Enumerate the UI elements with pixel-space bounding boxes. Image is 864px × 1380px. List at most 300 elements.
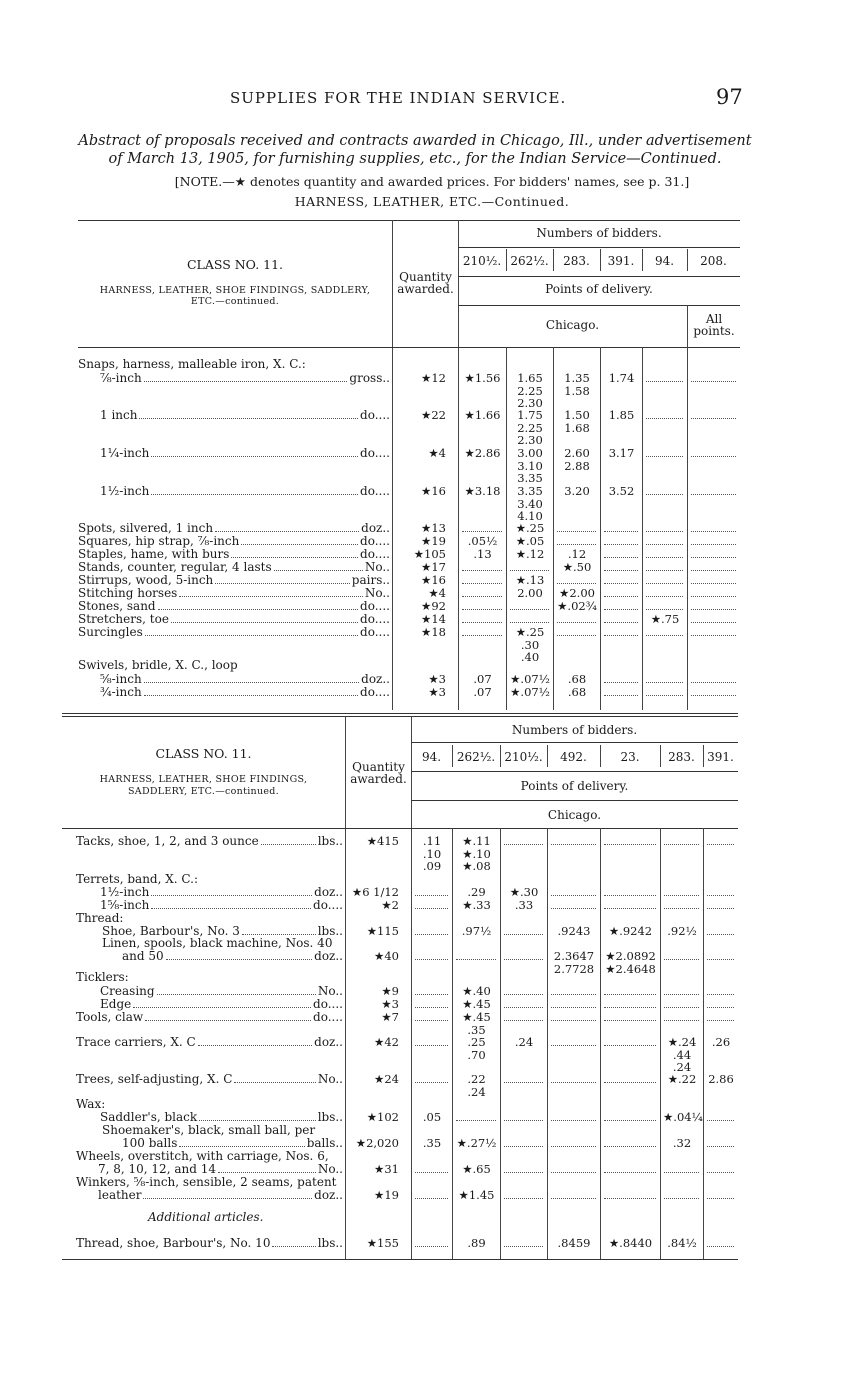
quantity-cell: ★92 — [421, 599, 446, 613]
bidder-number: 94. — [421, 750, 442, 764]
rule — [600, 745, 601, 767]
empty-cell — [691, 381, 736, 382]
rule — [687, 347, 688, 710]
quantity-cell: ★6 1/12 — [351, 885, 399, 899]
quantity-header: Quantity — [352, 760, 405, 774]
row-label: Ticklers: — [76, 970, 129, 984]
empty-cell — [707, 1020, 734, 1021]
dot-leader — [215, 583, 350, 584]
quantity-cell: ★22 — [421, 408, 446, 422]
quantity-cell: ★14 — [421, 612, 446, 626]
delivery-header: Points of delivery. — [520, 779, 629, 793]
row-unit: doz.. — [361, 521, 390, 535]
row-unit: gross.. — [349, 371, 390, 385]
price-cell: ★.12 — [515, 547, 545, 561]
empty-cell — [415, 1082, 448, 1083]
price-cell: 2.00 — [517, 586, 543, 600]
row-label: Tools, claw — [76, 1010, 144, 1024]
rule — [547, 828, 548, 1259]
empty-cell — [551, 1172, 596, 1173]
row-unit: pairs.. — [351, 573, 390, 587]
empty-cell — [604, 844, 656, 845]
dot-leader — [171, 622, 358, 623]
empty-cell — [646, 531, 683, 532]
bidder-number: 23. — [620, 750, 640, 764]
dot-leader — [274, 570, 363, 571]
empty-cell — [504, 934, 543, 935]
dot-leader — [151, 494, 358, 495]
empty-cell — [664, 895, 699, 896]
row-label: Spots, silvered, 1 inch — [78, 521, 214, 535]
empty-cell — [551, 1146, 596, 1147]
abstract-caption: Abstract of proposals received and contracts awarded in Chicago, Ill., under advertisement of March 13, 1905, for furnishing supplies, etc., for the Indian Service—Continued. — [78, 133, 752, 167]
empty-cell — [415, 1007, 448, 1008]
dot-leader — [179, 1146, 304, 1147]
price-cell: .35 — [422, 1136, 442, 1150]
quantity-cell: ★3 — [428, 685, 446, 699]
delivery-chicago: Chicago. — [545, 318, 600, 332]
quantity-cell: ★16 — [421, 484, 446, 498]
empty-cell — [604, 635, 638, 636]
price-cell: ★.25 — [515, 521, 545, 535]
rule — [500, 828, 501, 1259]
rule — [500, 745, 501, 767]
empty-cell — [504, 1172, 543, 1173]
empty-cell — [646, 557, 683, 558]
delivery-all: points. — [693, 324, 735, 338]
empty-cell — [691, 622, 736, 623]
price-cell: .12 — [567, 547, 587, 561]
empty-cell — [691, 695, 736, 696]
empty-cell — [604, 1045, 656, 1046]
price-cell: ★.30 — [509, 885, 539, 899]
empty-cell — [604, 994, 656, 995]
empty-cell — [707, 994, 734, 995]
empty-cell — [691, 418, 736, 419]
quantity-cell: ★17 — [421, 560, 446, 574]
quantity-header: awarded. — [397, 282, 454, 296]
empty-cell — [604, 1020, 656, 1021]
dot-leader — [144, 682, 359, 683]
page-number: 97 — [716, 85, 743, 109]
rule — [411, 771, 738, 772]
empty-cell — [551, 844, 596, 845]
empty-cell — [707, 844, 734, 845]
empty-cell — [604, 609, 638, 610]
row-unit: do.... — [360, 625, 390, 639]
empty-cell — [664, 1007, 699, 1008]
price-cell: ★2.0892 ★2.4648 — [605, 949, 656, 976]
empty-cell — [707, 1120, 734, 1121]
empty-cell — [557, 583, 596, 584]
rule — [703, 828, 704, 1259]
rule — [642, 347, 643, 710]
dot-leader — [145, 1020, 311, 1021]
rule — [458, 305, 740, 306]
bidder-number: 208. — [700, 254, 727, 268]
empty-cell — [551, 1020, 596, 1021]
row-label: leather — [98, 1188, 142, 1202]
price-cell: .32 — [672, 1136, 692, 1150]
empty-cell — [604, 544, 638, 545]
price-cell: .9243 — [557, 924, 591, 938]
row-label: 1½-inch — [100, 885, 150, 899]
price-cell: ★.65 — [462, 1162, 491, 1176]
empty-cell — [462, 622, 502, 623]
rule — [78, 347, 740, 348]
quantity-cell: ★115 — [366, 924, 399, 938]
empty-cell — [415, 1020, 448, 1021]
price-cell: .25 .70 — [467, 1035, 486, 1062]
running-title: SUPPLIES FOR THE INDIAN SERVICE. — [230, 89, 567, 107]
price-cell: ★.75 — [650, 612, 680, 626]
price-cell: 1.75 2.25 2.30 — [517, 408, 543, 447]
quantity-cell: ★9 — [381, 984, 399, 998]
price-cell: 1.50 1.68 — [564, 408, 590, 435]
empty-cell — [504, 1198, 543, 1199]
quantity-cell: ★3 — [428, 672, 446, 686]
class-description: HARNESS, LEATHER, SHOE FINDINGS, — [99, 774, 308, 785]
dot-leader — [151, 908, 311, 909]
empty-cell — [691, 531, 736, 532]
dot-leader — [242, 934, 316, 935]
quantity-cell: ★40 — [374, 949, 399, 963]
row-label: Stretchers, toe — [78, 612, 169, 626]
empty-cell — [646, 456, 683, 457]
empty-cell — [557, 635, 596, 636]
price-cell: .8459 — [557, 1236, 591, 1250]
rule — [660, 745, 661, 767]
empty-cell — [415, 908, 448, 909]
empty-cell — [646, 695, 683, 696]
empty-cell — [604, 622, 638, 623]
dot-leader — [139, 418, 358, 419]
row-label: Trace carriers, X. C — [76, 1035, 196, 1049]
quantity-cell: ★2 — [381, 898, 399, 912]
quantity-cell: ★105 — [413, 547, 446, 561]
row-unit: doz.. — [314, 885, 343, 899]
row-label: 100 balls — [122, 1136, 178, 1150]
dot-leader — [179, 596, 363, 597]
row-unit: do.... — [360, 685, 390, 699]
price-cell: ★1.66 — [464, 408, 501, 422]
empty-cell — [646, 570, 683, 571]
empty-cell — [510, 622, 549, 623]
empty-cell — [415, 895, 448, 896]
quantity-cell: ★155 — [366, 1236, 399, 1250]
rule — [506, 249, 507, 271]
price-cell: ★3.18 — [464, 484, 501, 498]
row-label: Tacks, shoe, 1, 2, and 3 ounce — [76, 834, 259, 848]
empty-cell — [456, 959, 496, 960]
bidder-number: 492. — [560, 750, 587, 764]
quantity-cell: ★16 — [421, 573, 446, 587]
row-label: 1¼-inch — [100, 446, 150, 460]
rule — [553, 249, 554, 271]
empty-cell — [604, 583, 638, 584]
dot-leader — [158, 609, 358, 610]
rule — [642, 249, 643, 271]
row-unit: No.. — [364, 586, 390, 600]
price-cell: .22 .24 — [467, 1072, 486, 1099]
row-unit: do.... — [360, 534, 390, 548]
empty-cell — [456, 1120, 496, 1121]
dot-leader — [133, 1007, 311, 1008]
empty-cell — [604, 1120, 656, 1121]
row-unit: do.... — [360, 446, 390, 460]
rule — [600, 249, 601, 271]
quantity-cell: ★3 — [381, 997, 399, 1011]
empty-cell — [707, 1172, 734, 1173]
note-line: [NOTE.—★ denotes quantity and awarded prices. For bidders' names, see p. 31.] — [174, 174, 690, 189]
empty-cell — [646, 494, 683, 495]
price-cell: ★.02¾ — [557, 599, 597, 613]
dot-leader — [241, 544, 358, 545]
empty-cell — [462, 635, 502, 636]
empty-cell — [604, 895, 656, 896]
bidder-number: 262½. — [510, 254, 549, 268]
price-cell: .07 — [473, 685, 492, 699]
empty-cell — [604, 695, 638, 696]
quantity-cell: ★415 — [366, 834, 399, 848]
row-unit: do.... — [360, 599, 390, 613]
row-label: Stirrups, wood, 5-inch — [78, 573, 214, 587]
rule — [506, 347, 507, 710]
empty-cell — [504, 1020, 543, 1021]
bidder-number: 210½. — [504, 750, 543, 764]
price-cell: ★.04¼ — [663, 1110, 703, 1124]
empty-cell — [551, 1045, 596, 1046]
dot-leader — [215, 531, 359, 532]
quantity-cell: ★13 — [421, 521, 446, 535]
price-cell: ★.22 — [667, 1072, 697, 1086]
empty-cell — [504, 844, 543, 845]
quantity-cell: ★7 — [381, 1010, 399, 1024]
rule — [553, 347, 554, 710]
empty-cell — [604, 908, 656, 909]
empty-cell — [664, 1172, 699, 1173]
delivery-header: Points of delivery. — [545, 282, 653, 296]
price-cell: 3.17 — [608, 446, 635, 460]
row-unit: No.. — [317, 1162, 343, 1176]
row-unit: doz.. — [361, 672, 390, 686]
empty-cell — [691, 682, 736, 683]
rule — [600, 828, 601, 1259]
row-label: Staples, hame, with burs — [78, 547, 230, 561]
empty-cell — [646, 609, 683, 610]
row-label: Snaps, harness, malleable iron, X. C.: — [78, 357, 306, 371]
row-label: 1 inch — [100, 408, 138, 422]
dot-leader — [157, 994, 316, 995]
price-cell: ★.50 — [562, 560, 592, 574]
empty-cell — [504, 1007, 543, 1008]
row-label: and 50 — [122, 949, 164, 963]
price-cell: 3.00 3.10 3.35 — [517, 446, 543, 485]
rule — [703, 745, 704, 767]
empty-cell — [646, 596, 683, 597]
price-cell: .13 — [473, 547, 492, 561]
empty-cell — [557, 544, 596, 545]
empty-cell — [664, 994, 699, 995]
price-cell: 3.52 — [608, 484, 635, 498]
dot-leader — [234, 1082, 315, 1083]
empty-cell — [551, 1120, 596, 1121]
price-cell: ★.40 — [462, 984, 491, 998]
price-cell: .11 .10 .09 — [422, 834, 442, 873]
row-unit: No.. — [317, 984, 343, 998]
empty-cell — [664, 1198, 699, 1199]
quantity-cell: ★102 — [366, 1110, 399, 1124]
empty-cell — [504, 994, 543, 995]
rule — [687, 249, 688, 271]
row-label: ¾-inch — [100, 685, 142, 699]
row-label: 7, 8, 10, 12, and 14 — [98, 1162, 216, 1176]
empty-cell — [707, 1007, 734, 1008]
empty-cell — [504, 1246, 543, 1247]
price-cell: 2.3647 2.7728 — [553, 949, 595, 976]
dot-leader — [198, 1045, 312, 1046]
price-cell: ★.45 — [462, 997, 491, 1011]
row-label: Stitching horses — [78, 586, 178, 600]
empty-cell — [504, 959, 543, 960]
empty-cell — [664, 959, 699, 960]
row-unit: do.... — [360, 547, 390, 561]
empty-cell — [707, 1246, 734, 1247]
empty-cell — [707, 895, 734, 896]
empty-cell — [510, 570, 549, 571]
empty-cell — [664, 908, 699, 909]
quantity-cell: ★19 — [421, 534, 446, 548]
dot-leader — [144, 695, 358, 696]
empty-cell — [646, 682, 683, 683]
empty-cell — [551, 994, 596, 995]
bidder-number: 391. — [707, 750, 734, 764]
empty-cell — [707, 934, 734, 935]
price-cell: 1.74 — [608, 371, 635, 385]
empty-cell — [691, 494, 736, 495]
price-cell: ★.33 — [462, 898, 491, 912]
empty-cell — [415, 934, 448, 935]
row-label: Terrets, band, X. C.: — [76, 872, 199, 886]
row-unit: doz.. — [314, 1035, 343, 1049]
row-label: Stands, counter, regular, 4 lasts — [78, 560, 272, 574]
quantity-cell: ★24 — [374, 1072, 399, 1086]
row-unit: doz.. — [314, 1188, 343, 1202]
row-label: Winkers, ⅝-inch, sensible, 2 seams, patent — [76, 1175, 337, 1189]
row-unit: lbs.. — [317, 924, 343, 938]
empty-cell — [604, 1146, 656, 1147]
empty-cell — [557, 531, 596, 532]
row-unit: doz.. — [314, 949, 343, 963]
empty-cell — [646, 544, 683, 545]
row-label: 1½-inch — [100, 484, 150, 498]
dot-leader — [272, 1246, 315, 1247]
price-cell: 3.35 3.40 4.10 — [517, 484, 543, 523]
empty-cell — [504, 1082, 543, 1083]
price-cell: .29 — [467, 885, 486, 899]
price-cell: 2.86 — [708, 1072, 734, 1086]
empty-cell — [646, 583, 683, 584]
delivery-chicago: Chicago. — [547, 808, 602, 822]
row-unit: do.... — [360, 408, 390, 422]
empty-cell — [604, 1198, 656, 1199]
empty-cell — [415, 1045, 448, 1046]
price-cell: ★.07½ — [510, 685, 550, 699]
price-cell: .97½ — [461, 924, 492, 938]
dot-leader — [144, 381, 348, 382]
empty-cell — [604, 596, 638, 597]
class-description: HARNESS, LEATHER, SHOE FINDINGS, SADDLERY, — [99, 285, 371, 296]
price-cell: ★.05 — [515, 534, 545, 548]
row-label: Creasing — [100, 984, 155, 998]
empty-cell — [462, 531, 502, 532]
empty-cell — [691, 596, 736, 597]
empty-cell — [691, 570, 736, 571]
dot-leader — [261, 844, 316, 845]
class-description: SADDLERY, ETC.—continued. — [128, 786, 279, 797]
rule — [411, 800, 738, 801]
price-cell: ★.45 .35 — [462, 1010, 491, 1037]
empty-cell — [707, 1146, 734, 1147]
row-unit: do.... — [313, 997, 343, 1011]
price-cell: .26 — [711, 1035, 731, 1049]
quantity-cell: ★18 — [421, 625, 446, 639]
empty-cell — [664, 1020, 699, 1021]
empty-cell — [604, 1172, 656, 1173]
price-cell: ★2.00 — [559, 586, 595, 600]
quantity-cell: ★19 — [374, 1188, 399, 1202]
row-unit: No.. — [364, 560, 390, 574]
empty-cell — [604, 1082, 656, 1083]
price-cell: ★.11 ★.10 ★.08 — [462, 834, 491, 873]
rule — [660, 828, 661, 1259]
row-label: Thread, shoe, Barbour's, No. 10 — [76, 1236, 271, 1250]
price-cell: ★.27½ — [456, 1136, 497, 1150]
empty-cell — [462, 583, 502, 584]
section-title: HARNESS, LEATHER, ETC.—Continued. — [294, 194, 570, 209]
price-cell: ★.13 — [515, 573, 545, 587]
price-cell: ★.25 .30 .40 — [515, 625, 545, 664]
dot-leader — [166, 959, 312, 960]
rule — [547, 745, 548, 767]
row-unit: do.... — [313, 898, 343, 912]
empty-cell — [462, 609, 502, 610]
empty-cell — [691, 456, 736, 457]
empty-cell — [707, 1198, 734, 1199]
rule — [600, 347, 601, 710]
empty-cell — [691, 609, 736, 610]
rule — [411, 716, 412, 1260]
quantity-cell: ★4 — [428, 586, 446, 600]
quantity-cell: ★2,020 — [355, 1136, 399, 1150]
price-cell: 3.20 — [564, 484, 590, 498]
empty-cell — [415, 994, 448, 995]
row-label: Linen, spools, black machine, Nos. 40 — [102, 936, 333, 950]
quantity-cell: ★42 — [374, 1035, 399, 1049]
price-cell: .68 — [567, 672, 587, 686]
rule — [452, 828, 453, 1259]
rule — [452, 745, 453, 767]
empty-cell — [707, 959, 734, 960]
rule — [411, 742, 738, 743]
bidder-number: 391. — [607, 254, 635, 268]
dot-leader — [199, 1120, 316, 1121]
price-cell: .92½ — [667, 924, 697, 938]
empty-cell — [551, 908, 596, 909]
row-unit: lbs.. — [317, 1236, 343, 1250]
row-label: Thread: — [76, 911, 124, 925]
empty-cell — [604, 570, 638, 571]
